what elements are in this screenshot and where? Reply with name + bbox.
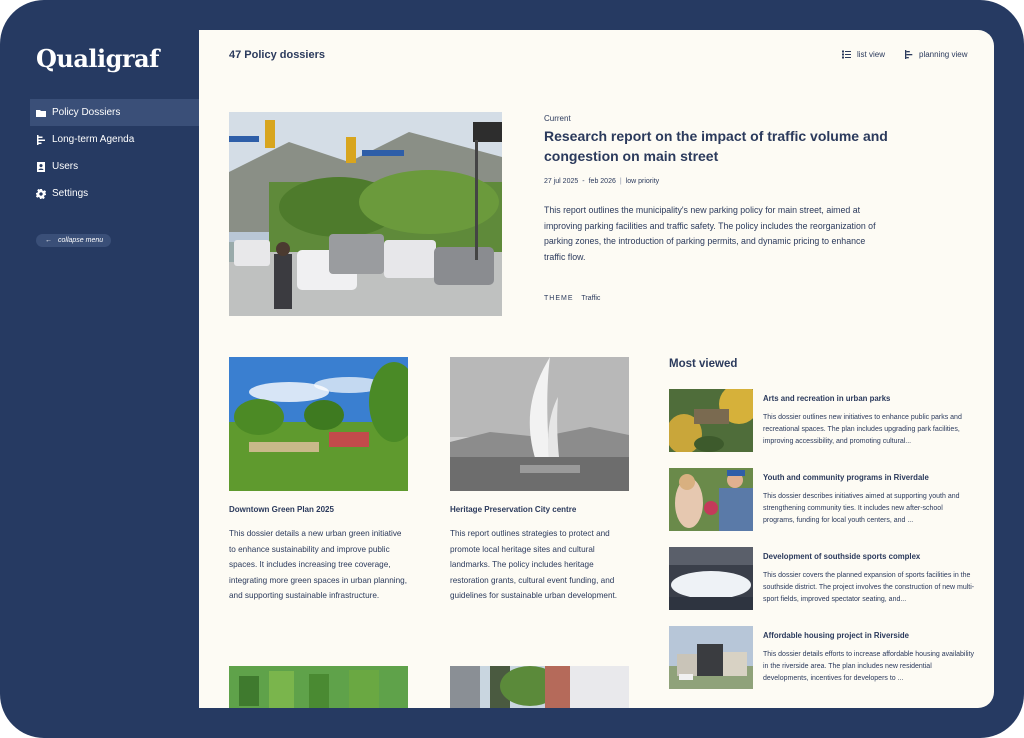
featured-image[interactable] <box>229 112 502 316</box>
card-image[interactable] <box>229 357 408 491</box>
featured-description: This report outlines the municipality's new parking policy for main street, aimed at improving parking facilities and traffic safety. The policy includes the reorganization of parking zones, the introduction of parking permits, and dynamic pricing to enhance traffic flow. <box>544 205 876 262</box>
sidebar-item-settings[interactable] <box>30 180 199 207</box>
dossier-card[interactable] <box>229 357 409 604</box>
meta-separator: | <box>619 178 622 185</box>
sidebar-item-policy-dossiers[interactable] <box>30 99 199 126</box>
most-viewed-description: This dossier outlines new initiatives to enhance public parks and recreational spaces. The plan includes upgrading park facilities, improving accessibility, and promoting cultural... <box>763 414 962 445</box>
most-viewed-title[interactable]: Development of southside sports complex <box>763 552 921 561</box>
most-viewed-description: This dossier covers the planned expansion of sports facilities in the southside district. The project involves the construction of new multi-sport fields, improved spectator seating, and... <box>763 572 975 603</box>
most-viewed-description: This dossier details efforts to increase affordable housing availability in the riverside area. The plan includes new residential developments, incentives for developers to ... <box>763 651 975 682</box>
sidebar <box>0 0 199 738</box>
planning-view-label: planning view <box>919 50 968 59</box>
main-panel <box>199 30 994 708</box>
sidebar-item-users[interactable] <box>30 153 199 180</box>
card-image[interactable] <box>450 666 629 708</box>
arrow-left-icon: ← <box>45 237 52 244</box>
date-end: feb 2026 <box>588 178 616 185</box>
sidebar-item-label: Policy Dossiers <box>52 107 121 118</box>
most-viewed-description: This dossier describes initiatives aimed at supporting youth and strengthening community ties. It includes new after-school programs, funding for local youth centers, and ... <box>763 493 960 524</box>
list-view-button[interactable] <box>842 50 885 59</box>
list-view-label: list view <box>857 50 886 59</box>
list-icon <box>842 50 851 59</box>
most-viewed-item[interactable] <box>669 626 974 690</box>
card-title[interactable]: Heritage Preservation City centre <box>450 505 577 514</box>
most-viewed-item[interactable] <box>669 389 974 453</box>
featured-theme <box>544 295 894 302</box>
dossier-card[interactable] <box>450 666 630 708</box>
featured-meta <box>544 178 894 185</box>
most-viewed-item[interactable] <box>669 547 974 611</box>
folder-icon <box>36 108 46 118</box>
priority-badge: low priority <box>625 178 660 185</box>
most-viewed-title[interactable]: Affordable housing project in Riverside <box>763 631 909 640</box>
date-separator: - <box>582 178 585 185</box>
app-logo[interactable]: Qualigraf <box>36 44 159 73</box>
sidebar-item-label: Long-term Agenda <box>52 134 135 145</box>
most-viewed-thumbnail[interactable] <box>669 389 753 452</box>
most-viewed-thumbnail[interactable] <box>669 468 753 531</box>
dossier-card[interactable] <box>450 357 630 604</box>
collapse-menu-button[interactable] <box>36 234 111 247</box>
featured-details <box>544 114 894 302</box>
page-title: 47 Policy dossiers <box>229 49 325 61</box>
featured-label: Current <box>544 114 571 123</box>
most-viewed-thumbnail[interactable] <box>669 626 753 689</box>
theme-value[interactable]: Traffic <box>581 295 601 302</box>
most-viewed-item[interactable] <box>669 468 974 532</box>
collapse-menu-label: collapse menu <box>58 237 104 244</box>
card-image[interactable] <box>229 666 408 708</box>
planning-view-button[interactable] <box>904 50 967 59</box>
card-title[interactable]: Downtown Green Plan 2025 <box>229 505 334 514</box>
card-description: This dossier details a new urban green initiative to enhance sustainability and improve public spaces. It includes increasing tree coverage, integrating more green spaces in urban planning, and supporting sustainable infrastructure. <box>229 529 407 600</box>
sidebar-nav <box>30 99 199 207</box>
timeline-icon <box>36 135 46 145</box>
gear-icon <box>36 189 46 199</box>
most-viewed-heading: Most viewed <box>669 358 738 370</box>
dossier-card[interactable] <box>229 666 409 708</box>
sidebar-item-label: Settings <box>52 188 89 199</box>
user-icon <box>36 162 46 172</box>
card-image[interactable] <box>450 357 629 491</box>
sidebar-item-label: Users <box>52 161 79 172</box>
sidebar-item-long-term-agenda[interactable] <box>30 126 199 153</box>
timeline-icon <box>904 50 913 59</box>
card-description: This report outlines strategies to protect and promote local heritage sites and cultural landmarks. The policy includes heritage restoration grants, cultural event funding, and guidelines for sustainable urban development. <box>450 529 618 600</box>
most-viewed-title[interactable]: Arts and recreation in urban parks <box>763 394 891 403</box>
featured-title[interactable]: Research report on the impact of traffic volume and congestion on main street <box>544 128 888 164</box>
most-viewed-title[interactable]: Youth and community programs in Riverdale <box>763 473 929 482</box>
date-start: 27 jul 2025 <box>544 178 579 185</box>
most-viewed-thumbnail[interactable] <box>669 547 753 610</box>
theme-label: THEME <box>544 295 574 302</box>
